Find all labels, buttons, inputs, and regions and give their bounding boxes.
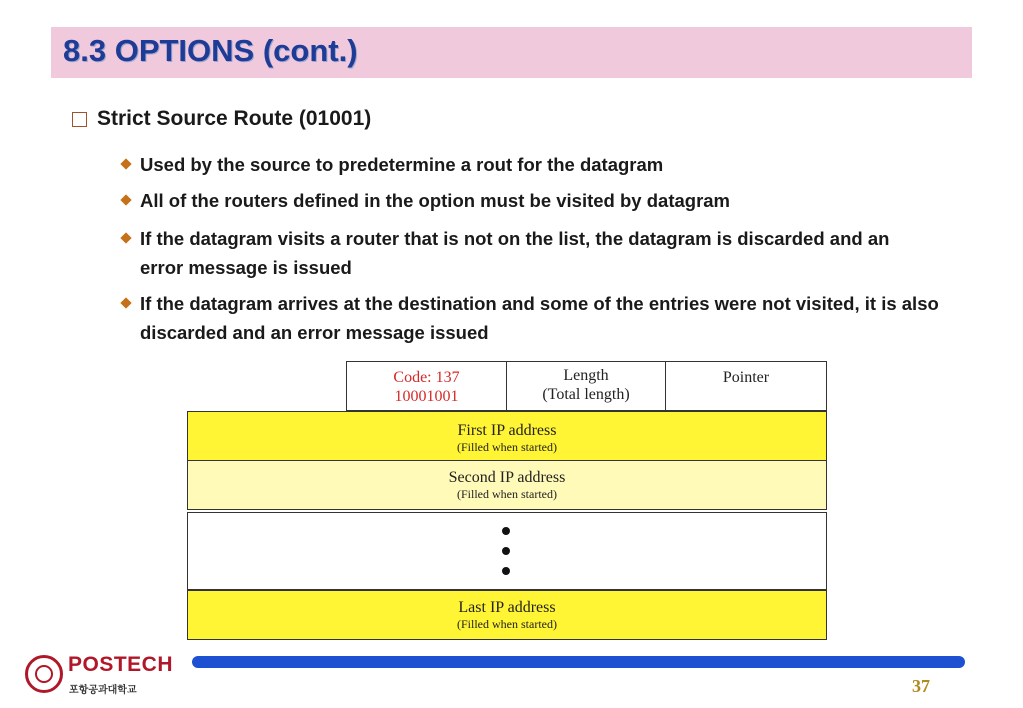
ellipsis-dot — [502, 567, 510, 575]
diamond-bullet-icon — [120, 194, 131, 205]
last-ip-row — [187, 590, 827, 640]
code-cell — [346, 361, 507, 411]
bullet-text: All of the routers defined in the option must be visited by datagram — [140, 190, 731, 211]
bullet-item — [122, 289, 992, 347]
row-sub-label: (Filled when started) — [457, 440, 557, 454]
code-label: Code: 137 — [393, 369, 460, 386]
ellipsis-dot — [502, 527, 510, 535]
postech-logo — [25, 655, 175, 697]
bullet-text: If the datagram visits a router that is not on the list, the datagram is discarded and an error message is issued — [140, 228, 890, 278]
ellipsis-dot — [502, 547, 510, 555]
diamond-bullet-icon — [120, 297, 131, 308]
heading-text: Strict Source Route (01001) — [97, 107, 372, 130]
page-number: 37 — [912, 676, 930, 696]
code-binary: 10001001 — [394, 388, 459, 405]
bullet-item — [122, 186, 992, 215]
slide-title: 8.3 OPTIONS (cont.) — [63, 33, 358, 68]
footer-bar — [192, 656, 965, 668]
diamond-bullet-icon — [120, 232, 131, 243]
bullet-text: Used by the source to predetermine a rout for the datagram — [140, 154, 664, 175]
length-cell — [506, 361, 666, 411]
row-label: Second IP address — [448, 469, 566, 486]
length-sub-label: (Total length) — [542, 386, 630, 403]
title-bar — [51, 27, 972, 78]
pointer-label: Pointer — [722, 369, 770, 386]
bullet-item — [122, 150, 992, 179]
university-seal-icon — [25, 655, 63, 693]
bullet-text: If the datagram arrives at the destination and some of the entries were not visited, it is also discarded and an error message issued — [140, 293, 939, 343]
second-ip-row — [187, 460, 827, 510]
row-sub-label: (Filled when started) — [457, 487, 557, 501]
diamond-bullet-icon — [120, 158, 131, 169]
logo-subtitle: 포항공과대학교 — [69, 685, 137, 696]
length-label: Length — [563, 367, 609, 384]
first-ip-row — [187, 411, 827, 461]
logo-name: POSTECH — [68, 653, 174, 676]
row-sub-label: (Filled when started) — [457, 617, 557, 631]
square-bullet-icon — [72, 112, 87, 127]
heading-item — [72, 107, 371, 131]
row-label: Last IP address — [458, 599, 556, 616]
row-label: First IP address — [457, 422, 557, 439]
pointer-cell — [665, 361, 827, 411]
bullet-item — [122, 224, 912, 282]
